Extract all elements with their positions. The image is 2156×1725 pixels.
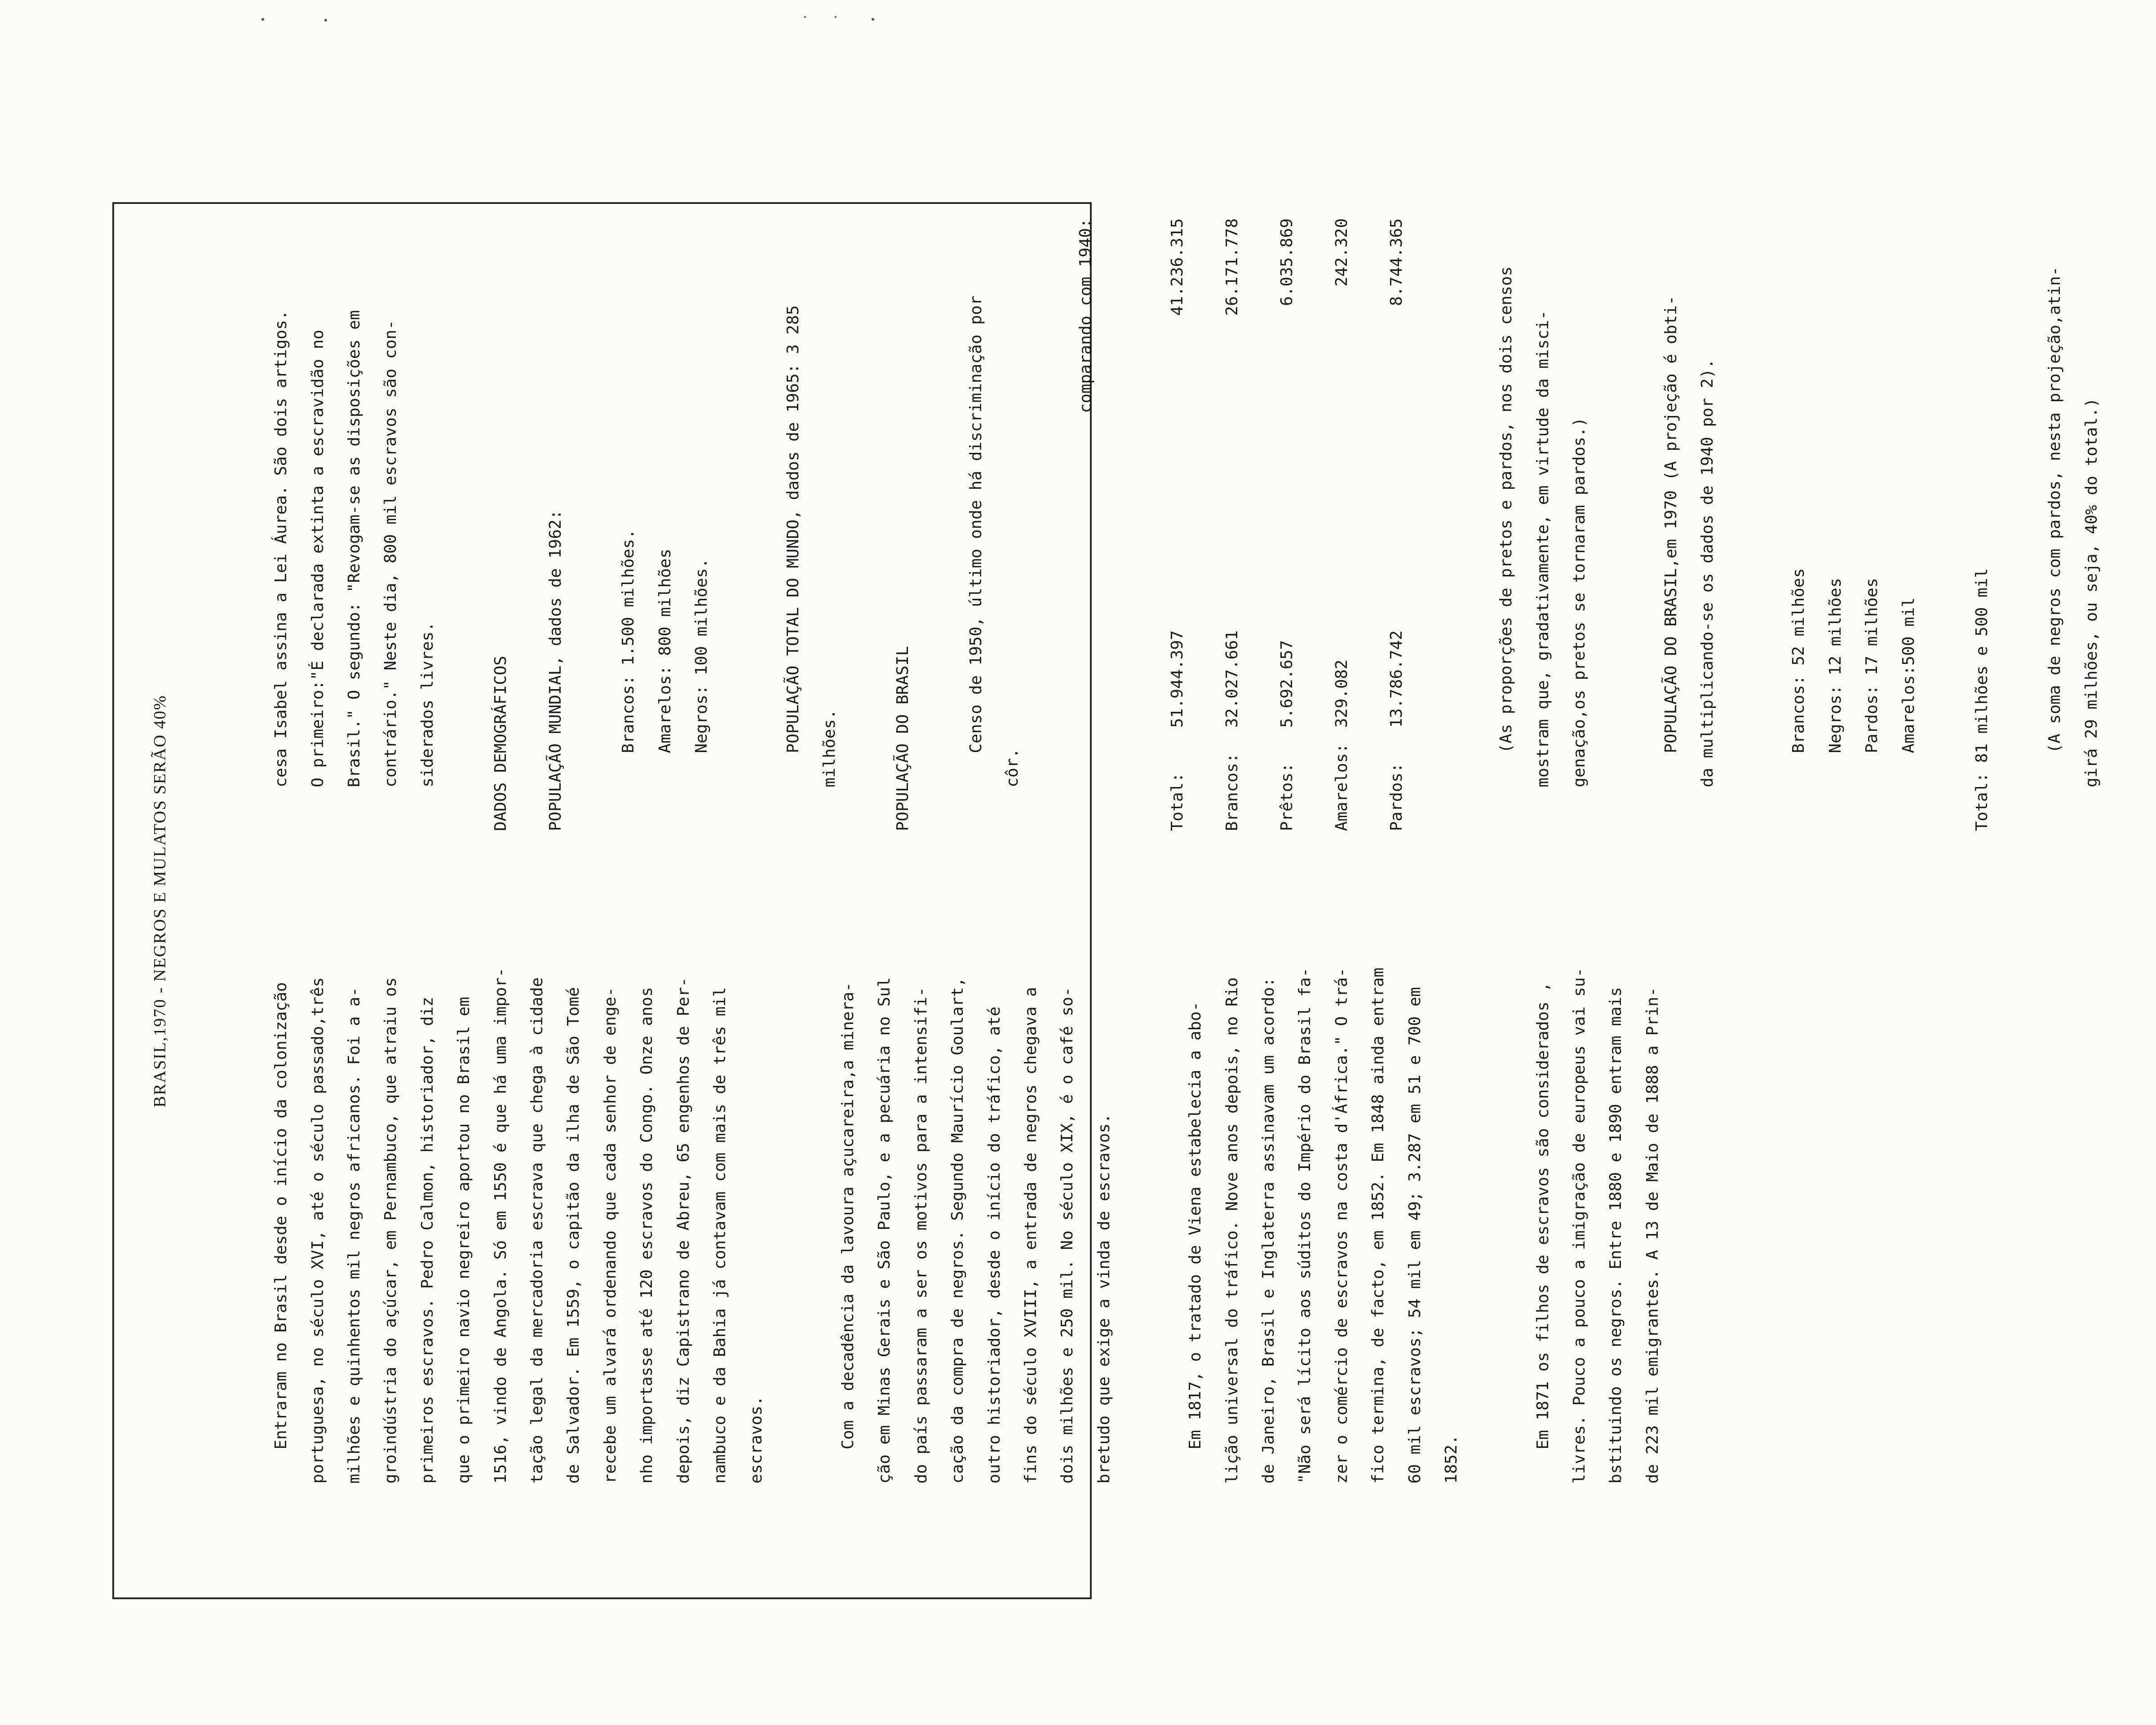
paragraph-mineracao [821,897,1132,1561]
text-line: genação,os pretos se tornaram pardos.) [1570,417,1589,787]
paragraph-trafico [1169,897,1479,1561]
text-line: de Janeiro, Brasil e Inglaterra assinavam um acordo: [1259,977,1278,1484]
proporcoes-note [1479,218,1607,865]
paragraph-lei-aurea-cont [254,218,455,865]
scan-speck [835,16,837,18]
document-frame [112,202,2101,1599]
paragraph-lei-aurea [1516,897,1680,1561]
text-line: de 223 mil emigrantes. A 13 de Maio de 1888 a Prin- [1643,987,1662,1484]
text-line: Censo de 1950, último onde há discriminação por [966,295,985,753]
text-line: lição universal do tráfico. Nove anos depois, no Rio [1222,977,1241,1484]
text-line: nho importasse até 120 escravos do Congo. Onze anos [638,987,656,1484]
text-line: groindústria do açúcar, em Pernambuco, que atraiu os [381,977,400,1484]
text-line: POPULAÇÃO TOTAL DO MUNDO, dados de 1965: 3 285 [784,305,802,753]
table-row: Brancos:32.027.661 26.171.778 [1222,218,1241,831]
table-row: Amarelos:329.082 242.320 [1332,218,1351,831]
text-line: do país passaram a ser os motivos para a intensifi- [912,987,930,1484]
text-line: fico termina, de facto, em 1852. Em 1848 ainda entram [1369,967,1388,1484]
text-line: (A soma de negros com pardos, nesta projeção,atin- [2045,266,2064,753]
text-line: Com a decadência da lavoura açucareira,a minera- [838,982,857,1450]
projection-total: Total: 81 milhões e 500 mil [1972,568,1991,831]
text-line: livres. Pouco a pouco a imigração de europeus vai su- [1570,967,1589,1484]
section-heading-dados: DADOS DEMOGRÁFICOS [491,655,510,831]
right-column [217,218,2156,865]
text-line: siderados livres. [418,622,437,787]
table-row: Total:51.944.397 41.236.315 [1168,218,1186,831]
scan-speck [261,18,264,21]
left-column [217,897,1717,1561]
list-item: Negros: 12 milhões [1826,578,1845,753]
table-row: Pardos:13.786.742 8.744.365 [1387,218,1406,831]
text-line: outro historiador, desde o início do tráfico, até [985,1006,1004,1484]
projecao-heading [1644,218,1735,865]
text-line: contrário." Neste dia, 800 mil escravos são con- [381,320,400,787]
list-item: Brancos: 1.500 milhões. [619,529,638,753]
text-line: da multiplicando-se os dados de 1940 por 2). [1698,358,1717,787]
text-line: primeiros escravos. Pedro Calmon, historiador, diz [418,996,437,1484]
section-heading-mundial: POPULAÇÃO MUNDIAL, dados de 1962: [546,509,565,831]
list-item: Amarelos: 800 milhões [655,548,674,753]
text-line: nambuco e da Bahia já contavam com mais de três mil [710,987,729,1484]
text-line: mostram que, gradativamente, em virtude da misci- [1533,310,1552,787]
text-line: 60 mil escravos; 54 mil em 49; 3.287 em 51 e 700 em [1405,987,1424,1484]
text-line: "Não será lícito aos súditos do Império do Brasil fa- [1296,967,1315,1484]
text-line: 1516, vindo de Angola. Só em 1550 é que há uma impor- [491,967,510,1484]
text-line: Em 1871 os filhos de escravos são considerados , [1533,982,1552,1450]
censo-note [949,218,1040,865]
section-heading-brasil: POPULAÇÃO DO BRASIL [894,646,912,831]
text-line: milhões. [820,709,839,787]
text-line: côr. [1003,748,1022,787]
text-line: Em 1817, o tratado de Viena estabelecia a abo- [1186,1001,1205,1450]
text-line: zer o comércio de escravos na costa d'África." O trá- [1332,967,1351,1484]
text-line: depois, diz Capistrano de Abreu, 65 engenhos de Per- [674,977,693,1484]
list-item: Negros: 100 milhões. [692,558,711,753]
text-line: cesa Isabel assina a Lei Áurea. São dois artigos. [272,310,291,787]
text-line: Brasil." O segundo: "Revogam-se as disposições em [345,310,363,787]
text-line: O primeiro:"É declarada extinta a escravidão no [308,329,327,787]
text-line: bretudo que exige a vinda de escravos. [1094,1114,1113,1484]
text-line: dois milhões e 250 mil. No século XIX, é o café so- [1058,987,1077,1484]
scan-speck [804,16,806,18]
comparando-header: comparando com 1940: [1076,218,1095,413]
text-line: fins do século XVIII, a entrada de negros chegava a [1021,987,1040,1484]
text-line: de Salvador. Em 1559, o capitão da ilha de São Tomé [564,987,583,1484]
text-line: (As proporções de pretos e pardos, nos dois censos [1497,266,1516,753]
list-item: Pardos: 17 milhões [1863,578,1882,753]
table-row: Prêtos:5.692.657 6.035.869 [1277,218,1296,831]
rotated-page-content [123,214,2101,1588]
census-table [1132,218,1443,865]
text-line: milhões e quinhentos mil negros africanos. Foi a a- [345,987,363,1484]
scan-speck [872,18,874,21]
scan-speck [324,19,327,22]
text-line: que o primeiro navio negreiro aportou no Brasil em [455,996,474,1484]
text-line: escravos. [747,1396,766,1484]
page-title: BRASIL,1970 - NEGROS E MULATOS SERÃO 40% [151,694,169,1108]
text-line: 1852. [1442,1435,1461,1484]
list-item: Amarelos:500 mil [1899,597,1918,753]
projection-list [1772,218,1936,865]
text-line: Entraram no Brasil desde o início da colonização [272,982,291,1450]
world-population-list [602,218,730,865]
paragraph-colonizacao [254,897,784,1561]
text-line: girá 29 milhões, ou seja, 40% do total.) [2082,398,2101,787]
world-total [766,218,858,865]
text-line: POPULAÇÃO DO BRASIL,em 1970 (A projeção é obti- [1661,295,1680,753]
text-line: cação da compra de negros. Segundo Maurício Goulart, [948,977,967,1484]
text-line: ção em Minas Gerais e São Paulo, e a pecuária no Sul [875,977,894,1484]
text-line: recebe um alvará ordenando que cada senhor de enge- [601,987,620,1484]
soma-note [2028,218,2120,865]
text-line: tação legal da mercadoria escrava que chega à cidade [527,977,546,1484]
text-line: portuguesa, no século XVI, até o século passado,três [308,977,327,1484]
list-item: Brancos: 52 milhões [1789,568,1808,753]
text-line: bstituindo os negros. Entre 1880 e 1890 entram mais [1607,987,1625,1484]
